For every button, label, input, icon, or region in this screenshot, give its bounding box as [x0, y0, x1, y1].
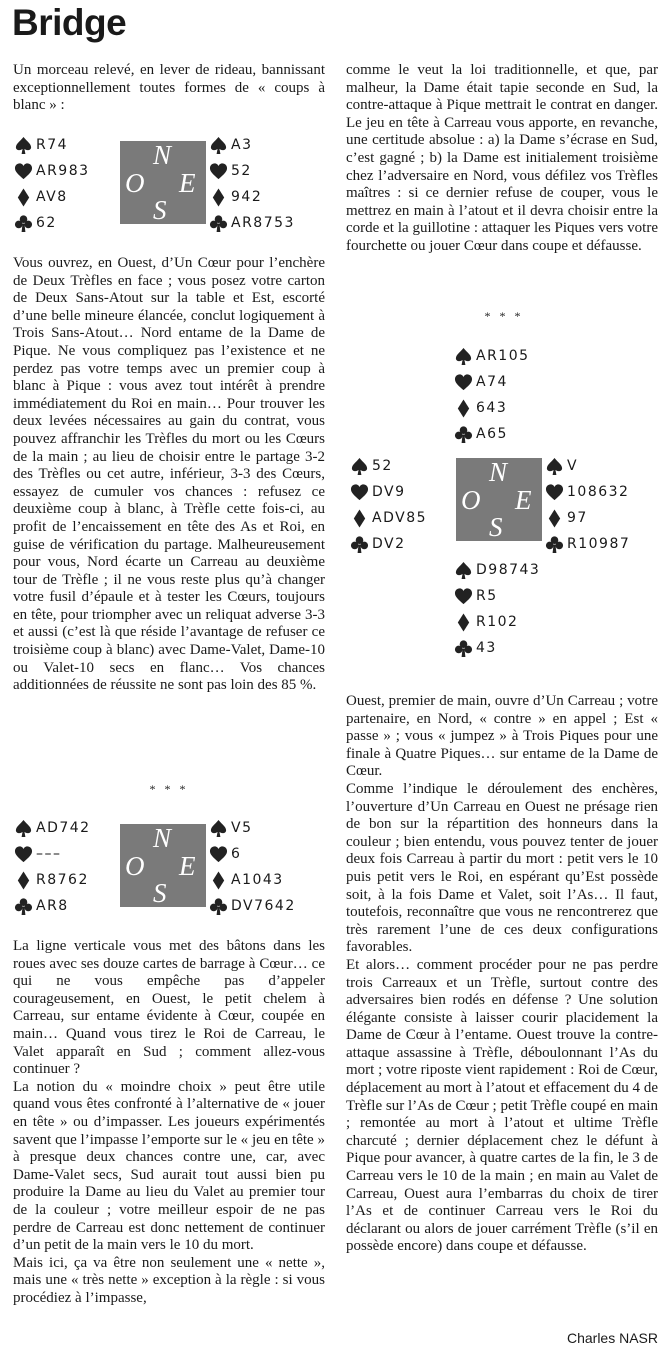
deal2-east-diamonds: A1043 — [231, 872, 284, 888]
deal3-east-clubs: R10987 — [567, 536, 631, 552]
compass-west: O — [125, 168, 145, 198]
heart-icon — [14, 162, 33, 181]
spade-icon — [14, 819, 33, 838]
heart-icon — [209, 162, 228, 181]
compass-north: N — [489, 457, 508, 487]
diamond-icon — [350, 509, 369, 528]
deal1-west-spades: R74 — [36, 137, 69, 153]
deal3-south-hearts: R5 — [476, 588, 498, 604]
paragraph: comme le veut la loi traditionnelle, et que, par malheur, la Dame était tapie seconde en Sud, la contre-attaque à Pique mettrait le contrat en danger. Le jeu en tête à Carreau vous apporte, en revanche, une certitude absolue : a) la Dame s’écrase en Sud, c’est gagné ; b) la Dame est initialement troisième chez l’adversaire en Nord, vous défilez vos Trèfles maîtres : si ce dernier refuse de couper, vous le mettrez en main à l’atout et il devra choisir entre la corde et la guillotine : attaquer les Piques vers votre fourchette ou jouer Cœur dans coupe et défausse. — [346, 62, 658, 254]
deal2-east-hand — [209, 815, 296, 919]
spade-icon — [350, 457, 369, 476]
deal2-west-hearts: ––– — [36, 846, 62, 862]
heart-icon — [209, 845, 228, 864]
deal3-south-hand — [454, 557, 540, 661]
deal1-west-diamonds: AV8 — [36, 189, 68, 205]
heart-icon — [14, 845, 33, 864]
heart-icon — [454, 373, 473, 392]
deal2-west-clubs: AR8 — [36, 898, 69, 914]
deal3-east-hearts: 108632 — [567, 484, 630, 500]
deal3-west-spades: 52 — [372, 458, 393, 474]
spade-icon — [14, 136, 33, 155]
deal3-east-diamonds: 97 — [567, 510, 588, 526]
paragraph: Et alors… comment procéder pour ne pas perdre trois Carreaux et un Trèfle, surtout contre des adversaires bien rodés en défense ? Une solution élégante consiste à laisser courir placidement la Dame de Cœur à l’entame. Ouest trouve la contre-attaque assassine à Trèfle, déboulonnant l’As du mort ; votre riposte vient rapidement : Roi de Cœur, déplacement au mort à l’atout et effacement du 4 de Trèfle sur l’As de Cœur ; petit Trèfle coupé en main ; remontée au mort à l’atout et ultime Trèfle charcuté ; dernier déplacement chez le défunt à Pique pour avancer, à quatre cartes de la fin, le 3 de Carreau vers le 10 de la main ; en main au Valet de Carreau, Ouest aura l’embarras du choix de tirer l’As et de continuer Carreau vers le Roi du déclarant ou alors de jouer carrément Trèfle (s’il en possède encore) dans coupe et défausse. — [346, 956, 658, 1255]
club-icon — [350, 535, 369, 554]
paragraph: La ligne verticale vous met des bâtons dans les roues avec ses douze cartes de barrage à Cœur… ce qui ne vous empêche pas d’appeler courageusement, en Ouest, le petit chelem à Carreau, sur entame évidente à Cœur, coupée en main… Quand vous tirez le Roi de Carreau, le Valet apparaît en Sud ; comment allez-vous continuer ? — [13, 938, 325, 1078]
deal1-east-spades: A3 — [231, 137, 253, 153]
club-icon — [454, 425, 473, 444]
compass-west: O — [125, 851, 145, 881]
spade-icon — [209, 136, 228, 155]
compass-box — [120, 141, 206, 224]
deal3-north-spades: AR105 — [476, 348, 530, 364]
heart-icon — [350, 483, 369, 502]
paragraph: Mais ici, ça va être non seulement une « nette », mais une « très nette » exception à la règle : si vous procédiez à l’impasse, — [13, 1254, 325, 1306]
compass-south: S — [153, 878, 167, 908]
paragraph: Ouest, premier de main, ouvre d’Un Carreau ; votre partenaire, en Nord, « contre » en appel ; Est « passe » ; vous « jumpez » à Trois Piques pour une finale à Quatre Piques… sur entame de la Dame de Cœur. — [346, 693, 658, 780]
spade-icon — [454, 347, 473, 366]
compass-west: O — [461, 485, 481, 515]
diamond-icon — [454, 399, 473, 418]
paragraph: Comme l’indique le déroulement des enchères, l’ouverture d’Un Carreau en Ouest ne présage rien de bon sur la répartition des honneurs dans la couleur ; bien entendu, vous pouvez tenter de jouer deux fois Carreau à partir du mort : petit vers le 10 puis petit vers le Roi, en espérant qu’Est possède soit, à la fois Dame et Valet, soit l’As… Il faut, toutefois, reconnaître que vous ne rencontrerez que très rarement l’une de ces deux configurations favorables. — [346, 780, 658, 956]
deal1-east-diamonds: 942 — [231, 189, 263, 205]
club-icon — [14, 214, 33, 233]
club-icon — [209, 214, 228, 233]
deal3-west-clubs: DV2 — [372, 536, 406, 552]
diamond-icon — [209, 188, 228, 207]
deal1-west-hand — [14, 132, 90, 236]
deal2-west-spades: AD742 — [36, 820, 91, 836]
compass-north: N — [153, 140, 172, 170]
paragraph: Un morceau relevé, en lever de rideau, bannissant exceptionnellement toutes formes de « coups à blanc » : — [13, 62, 325, 114]
compass-east: E — [179, 851, 196, 881]
club-icon — [209, 897, 228, 916]
deal2-west-diamonds: R8762 — [36, 872, 89, 888]
deal3-west-hand — [350, 453, 427, 557]
diamond-icon — [454, 613, 473, 632]
diamond-icon — [545, 509, 564, 528]
deal3-west-diamonds: ADV85 — [372, 510, 428, 526]
spade-icon — [454, 561, 473, 580]
deal1-west-hearts: AR983 — [36, 163, 90, 179]
deal3-east-hand — [545, 453, 630, 557]
author-signature: Charles NASR — [566, 1330, 658, 1346]
deal3-south-diamonds: R102 — [476, 614, 519, 630]
compass-south: S — [489, 512, 503, 542]
page-title: Bridge — [12, 2, 127, 43]
compass-box — [456, 458, 542, 541]
deal3-north-hand — [454, 343, 530, 447]
heart-icon — [454, 587, 473, 606]
heart-icon — [545, 483, 564, 502]
diamond-icon — [209, 871, 228, 890]
diamond-icon — [14, 188, 33, 207]
spade-icon — [209, 819, 228, 838]
deal2-east-spades: V5 — [231, 820, 253, 836]
club-icon — [454, 639, 473, 658]
diamond-icon — [14, 871, 33, 890]
club-icon — [14, 897, 33, 916]
deal3-south-spades: D98743 — [476, 562, 541, 578]
deal2-east-clubs: DV7642 — [231, 898, 296, 914]
column-right — [346, 62, 658, 256]
compass-east: E — [515, 485, 532, 515]
column-left-part2 — [13, 255, 325, 695]
paragraph: Vous ouvrez, en Ouest, d’Un Cœur pour l’enchère de Deux Trèfles en face ; vous posez votre carton de Deux Sans-Atout sur la table et Est, escorté d’une belle mineure élancée, conclut logiquement à Trois Sans-Atout… Nord entame de la Dame de Pique. Ne vous compliquez pas l’existence et ne perdez pas votre temps avec un premier coup à blanc à Pique : vous avez tout intérêt à prendre immédiatement du Roi en main… Pour trouver les deux levées nécessaires au gain du contrat, vous pouvez affranchir les Trèfles du mort ou les Cœurs de la main ; au lieu de choisir entre le partage 3-2 des Trèfles ou cet autre, inférieur, 3-3 des Cœurs, essayez de cumuler vos chances : refusez ce deuxième coup à blanc, à Trèfle cette fois-ci, au profit de l’encaissement en tête des As et Roi, en guise de vérification du partage. Malheureusement pour vous, Nord écarte un Carreau au deuxième tour de Trèfle ; il ne vous reste plus qu’à changer votre fusil d’épaule et à tester les Cœurs, toujours en tête, pour triompher avec un reliquat adverse 3-3 et aussi (c’est là que réside l’avantage de refuser ce troisième coup à blanc) avec Dame-Valet, Dame-10 ou Valet-10 secs en flanc… Vos chances additionnées de réussite ne sont pas loin des 85 %. — [13, 255, 325, 694]
deal2-west-hand — [14, 815, 91, 919]
compass-box — [120, 824, 206, 907]
compass-east: E — [179, 168, 196, 198]
club-icon — [545, 535, 564, 554]
spade-icon — [545, 457, 564, 476]
deal2-east-hearts: 6 — [231, 846, 242, 862]
paragraph: La notion du « moindre choix » peut être utile quand vous êtes confronté à l’alternative de « jouer en tête » ou d’impasser. Les joueurs expérimentés savent que l’impasse l’emporte sur le « jeu en tête » à presque deux chances contre une, car, avec Dame-Valet secs, Sud aurait tout aussi bien pu produire la Dame au lieu du Valet au premier tour de la couleur ; votre meilleur espoir de ne pas perdre de Carreau est donc nettement de continuer d’un petit de la main vers le 10 du mort. — [13, 1078, 325, 1254]
deal3-west-hearts: DV9 — [372, 484, 406, 500]
deal3-north-clubs: A65 — [476, 426, 508, 442]
column-right-part2 — [346, 693, 658, 1256]
separator: * * * — [149, 782, 189, 796]
deal3-south-clubs: 43 — [476, 640, 497, 656]
deal1-west-clubs: 62 — [36, 215, 57, 231]
deal3-east-spades: V — [567, 458, 579, 474]
compass-south: S — [153, 195, 167, 225]
deal1-east-hand — [209, 132, 295, 236]
compass-north: N — [153, 823, 172, 853]
deal1-east-hearts: 52 — [231, 163, 252, 179]
deal3-north-diamonds: 643 — [476, 400, 508, 416]
deal3-north-hearts: A74 — [476, 374, 508, 390]
deal1-east-clubs: AR8753 — [231, 215, 295, 231]
column-left-part3 — [13, 938, 325, 1307]
column-left — [13, 62, 325, 115]
separator: * * * — [484, 309, 524, 323]
